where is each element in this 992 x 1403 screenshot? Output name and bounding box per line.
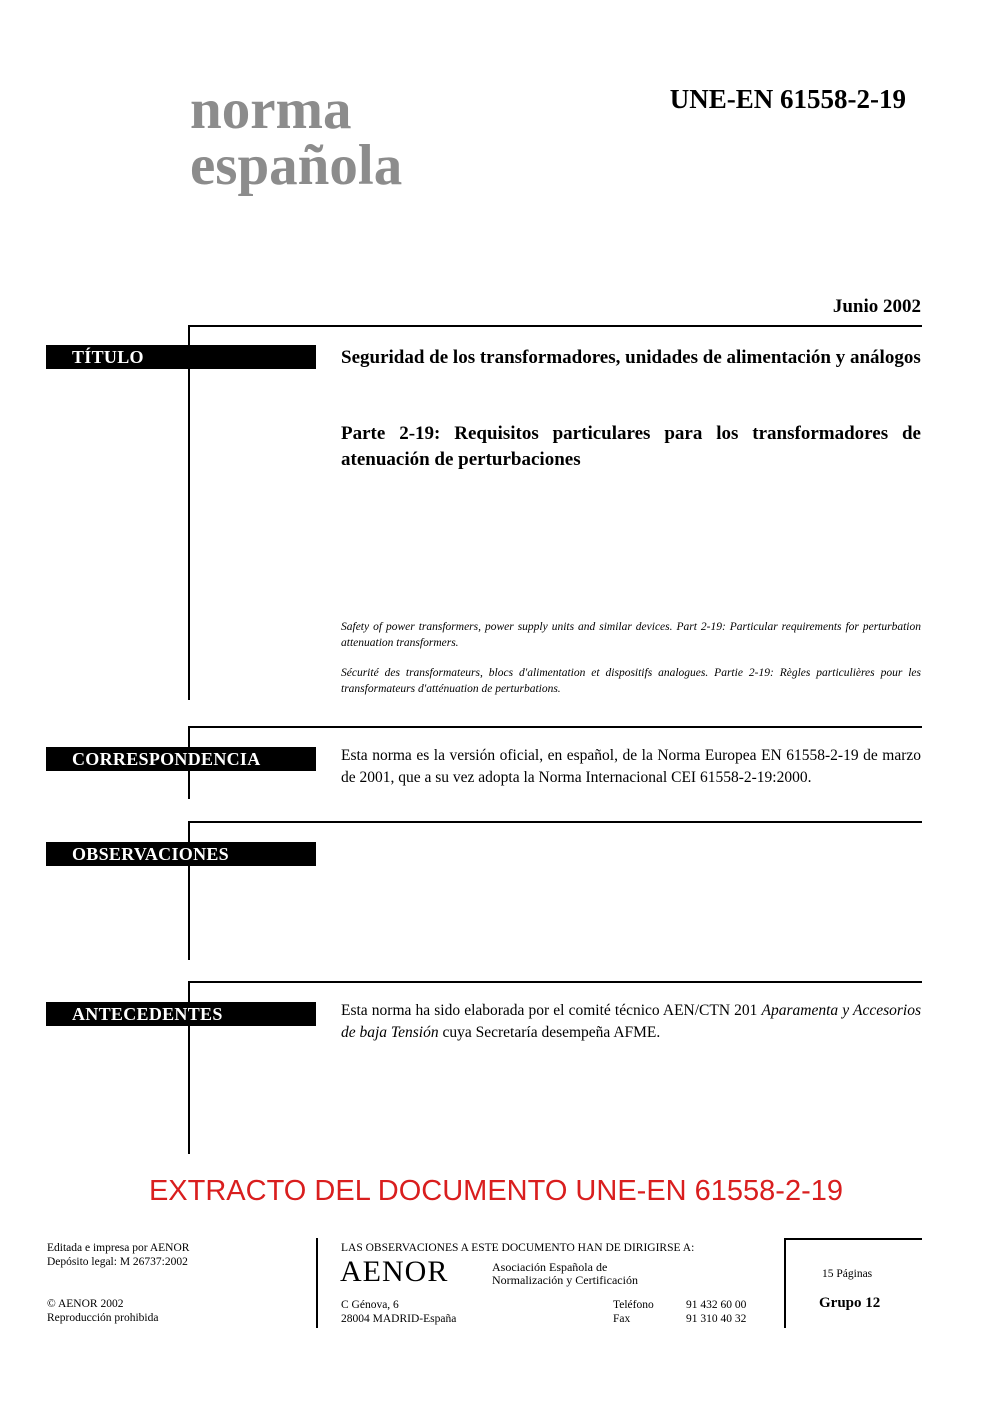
footer-contact-heading: LAS OBSERVACIONES A ESTE DOCUMENTO HAN DE DIRIGIRSE A:	[341, 1242, 695, 1254]
correspondencia-label: CORRESPONDENCIA	[46, 747, 316, 771]
footer-edited-by: Editada e impresa por AENOR	[47, 1242, 190, 1254]
aenor-name-line1: Asociación Española de	[492, 1260, 608, 1274]
antecedentes-top-rule	[188, 981, 922, 983]
price-group: Grupo 12	[819, 1295, 881, 1311]
footer-right-top-rule	[784, 1238, 922, 1240]
antecedentes-text	[341, 1000, 921, 1044]
observaciones-top-rule	[188, 821, 922, 823]
footer-copyright: © AENOR 2002	[47, 1298, 124, 1310]
antecedentes-text-part1: Esta norma ha sido elaborada por el comité técnico AEN/CTN 201	[341, 1002, 762, 1019]
publication-date: Junio 2002	[832, 296, 921, 317]
antecedentes-label: ANTECEDENTES	[46, 1002, 316, 1026]
aenor-logo: AENOR	[340, 1255, 449, 1288]
footer-divider-left	[316, 1238, 318, 1328]
brand-line-2: española	[190, 134, 403, 197]
phone-value: 91 432 60 00	[686, 1299, 747, 1311]
address-line2: 28004 MADRID-España	[341, 1313, 457, 1325]
footer-left	[47, 1241, 307, 1325]
phone-label: Teléfono	[613, 1299, 654, 1311]
aenor-name-line2: Normalización y Certificación	[492, 1273, 638, 1287]
antecedentes-text-italic: Aparamenta y Accesorios de baja Tensión	[341, 1002, 921, 1041]
correspondencia-text: Esta norma es la versión oficial, en español, de la Norma Europea EN 61558-2-19 de marzo de 2001, que a su vez adopta la Norma Internacional CEI 61558-2-19:2000.	[341, 747, 921, 786]
titulo-label: TÍTULO	[46, 345, 316, 369]
title-english: Safety of power transformers, power supply units and similar devices. Part 2-19: Particular requirements for perturbation attenuation transformers.	[341, 621, 921, 649]
title-part: Parte 2-19: Requisitos particulares para los transformadores de atenuación de perturbaciones	[341, 423, 921, 470]
footer-divider-right	[784, 1238, 786, 1328]
fax-value: 91 310 40 32	[686, 1313, 747, 1325]
footer-reproduction: Reproducción prohibida	[47, 1312, 159, 1324]
brand-line-1: norma	[190, 78, 352, 141]
title-main: Seguridad de los transformadores, unidades de alimentación y análogos	[341, 347, 921, 368]
standard-code: UNE-EN 61558-2-19	[669, 84, 906, 114]
brand-logo-text	[190, 78, 570, 197]
titulo-vertical-rule	[188, 325, 190, 700]
footer-phone-fax-labels	[613, 1298, 683, 1326]
footer-phone-fax-values	[686, 1298, 776, 1326]
page-count: 15 Páginas	[822, 1268, 873, 1280]
footer-legal-deposit: Depósito legal: M 26737:2002	[47, 1256, 188, 1268]
extract-watermark: EXTRACTO DEL DOCUMENTO UNE-EN 61558-2-19	[148, 1175, 844, 1207]
correspondencia-top-rule	[188, 726, 922, 728]
footer-address	[341, 1298, 581, 1326]
aenor-full-name	[492, 1261, 752, 1287]
observaciones-label: OBSERVACIONES	[46, 842, 316, 866]
title-french: Sécurité des transformateurs, blocs d'alimentation et dispositifs analogues. Partie 2-19: Règles particulières pour les transformateurs d'atténuation de perturbations.	[341, 667, 921, 695]
address-line1: C Génova, 6	[341, 1299, 399, 1311]
fax-label: Fax	[613, 1313, 631, 1325]
titulo-top-rule	[188, 325, 922, 327]
antecedentes-text-part2: cuya Secretaría desempeña AFME.	[438, 1024, 661, 1041]
